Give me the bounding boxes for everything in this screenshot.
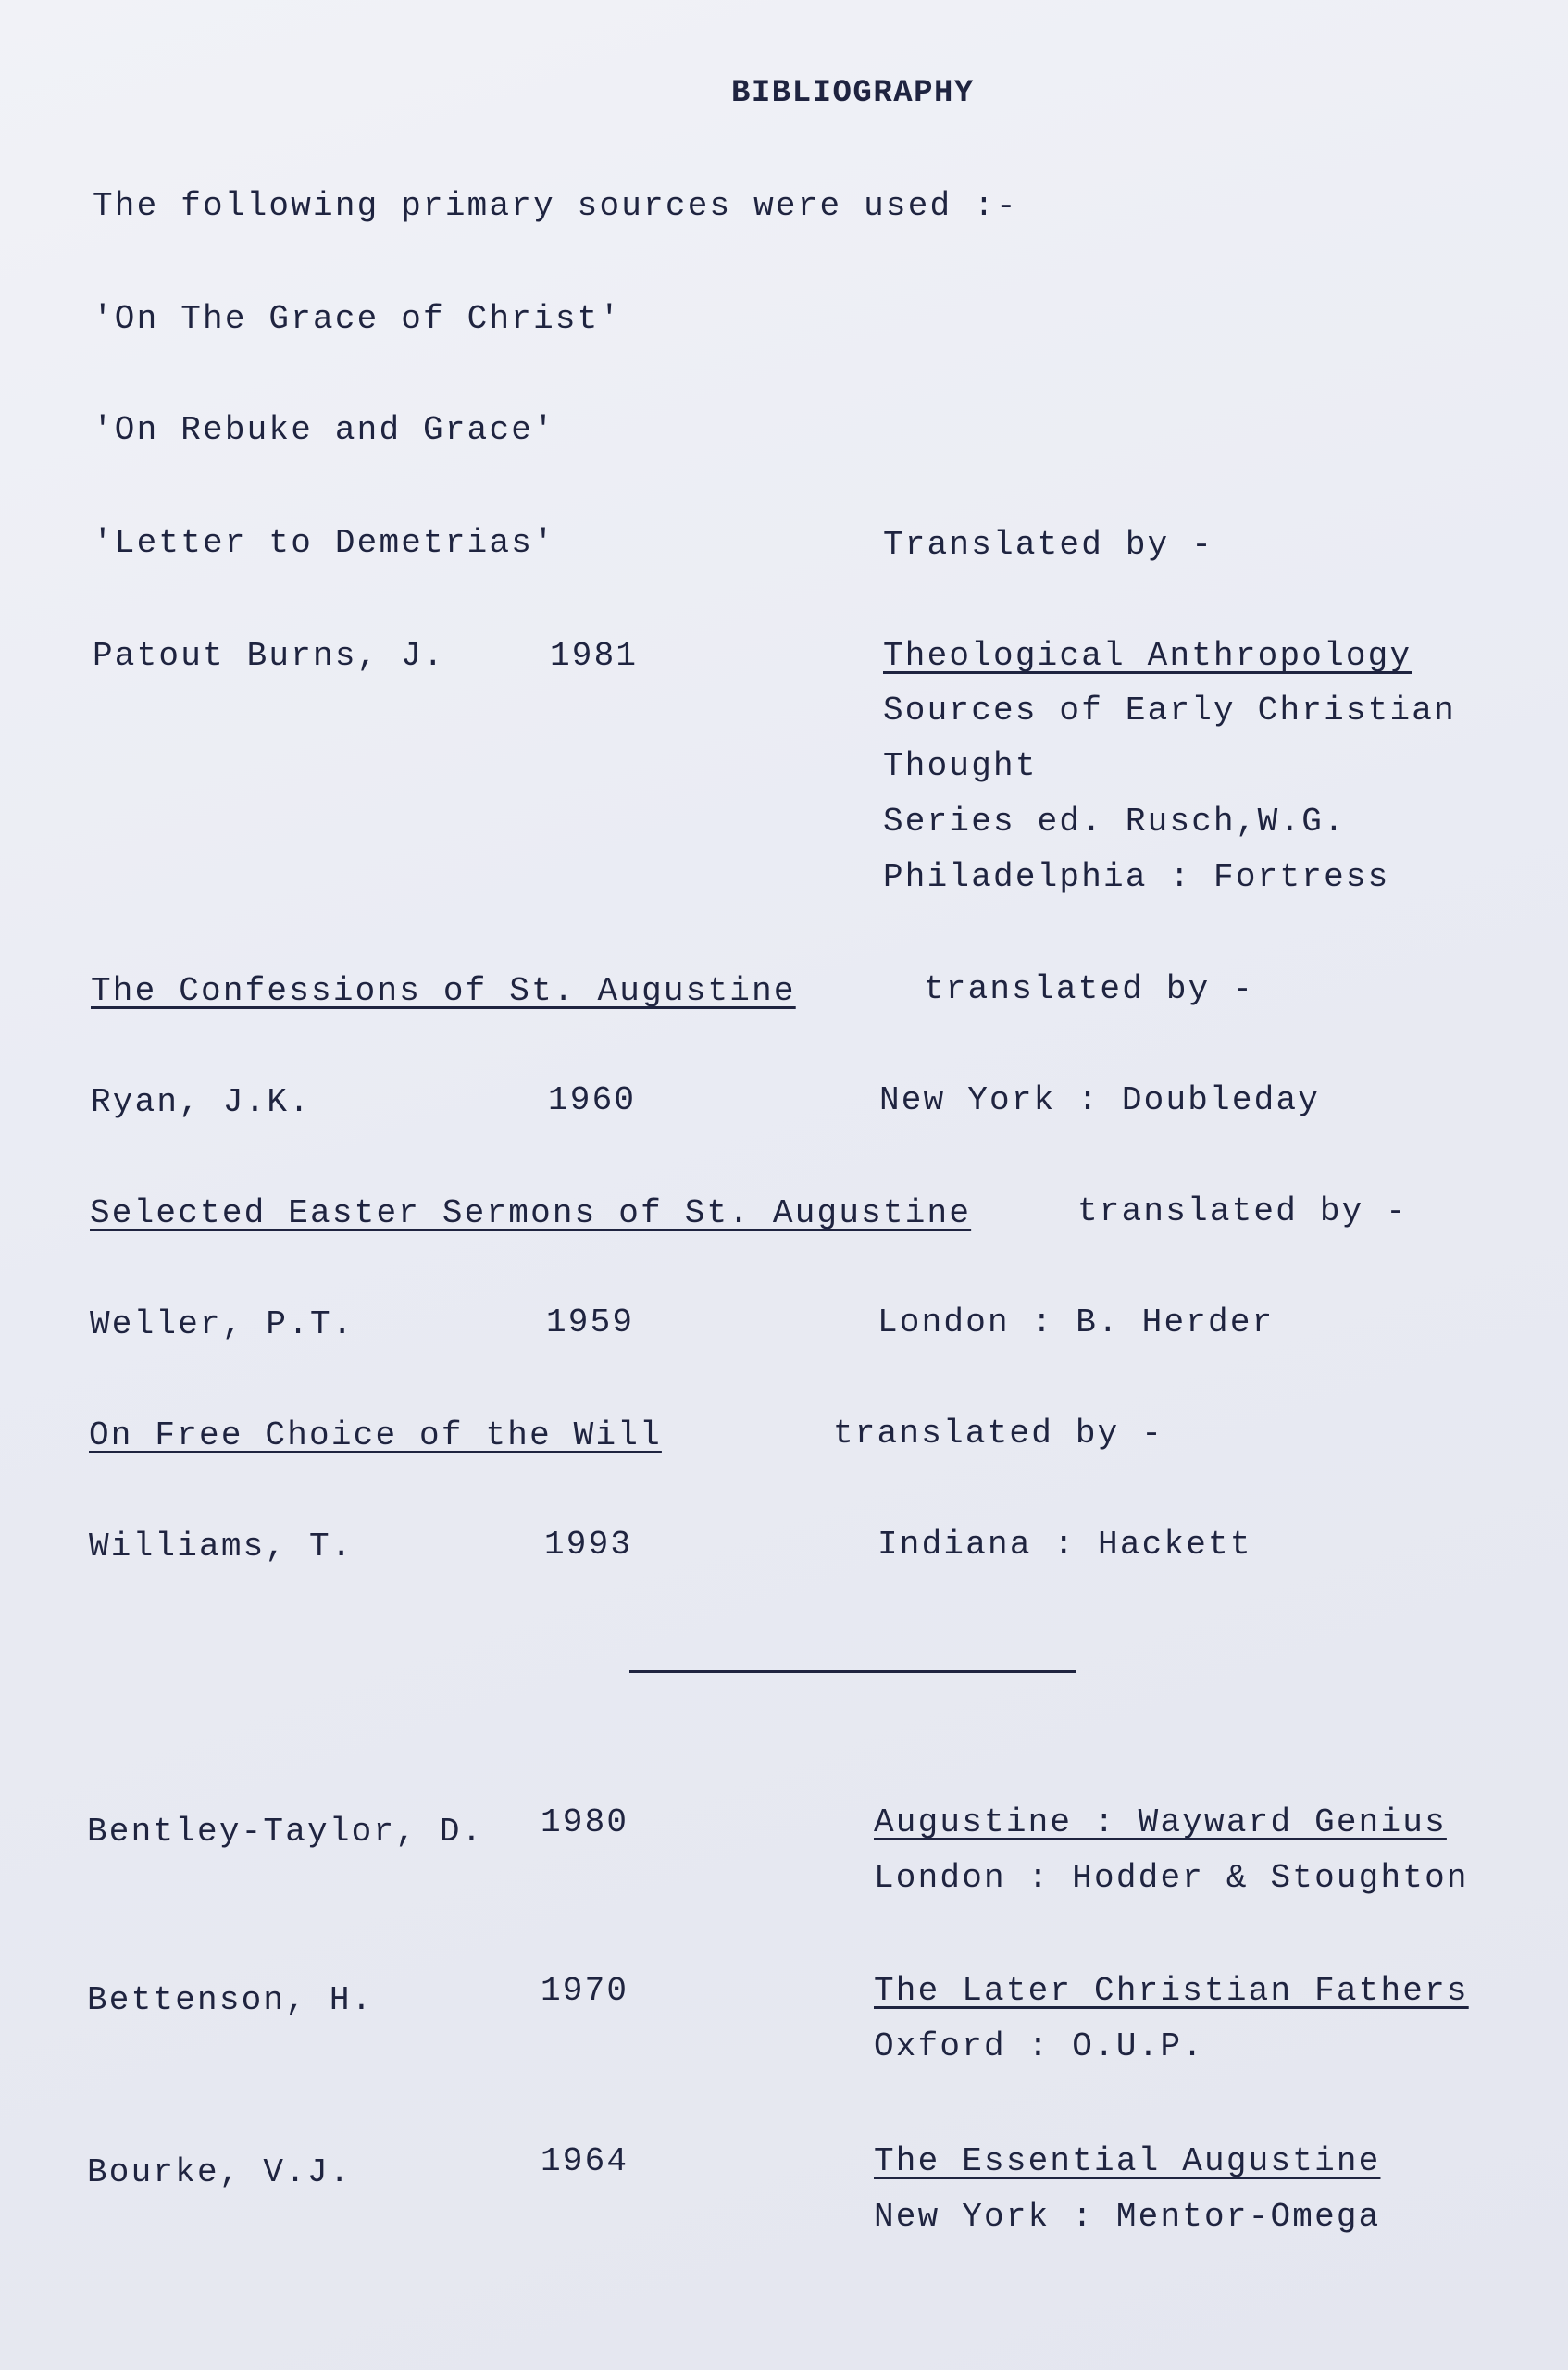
burns-title: Theological Anthropology — [883, 637, 1412, 675]
easter-translated-by: translated by - — [1077, 1192, 1409, 1230]
burns-year: 1981 — [550, 637, 639, 675]
section-divider — [629, 1670, 1076, 1673]
easter-title: Selected Easter Sermons of St. Augustine — [90, 1194, 972, 1232]
primary-source-2: 'On Rebuke and Grace' — [93, 411, 555, 449]
secondary-publisher-1: London : Hodder & Stoughton — [874, 1859, 1469, 1897]
page-title: BIBLIOGRAPHY — [731, 76, 975, 111]
free-choice-translated-by: translated by - — [833, 1415, 1164, 1453]
confessions-translated-by: translated by - — [924, 970, 1255, 1008]
confessions-title: The Confessions of St. Augustine — [91, 972, 796, 1010]
free-choice-publisher: Indiana : Hackett — [877, 1526, 1252, 1564]
secondary-author-1: Bentley-Taylor, D. — [87, 1813, 484, 1851]
free-choice-author: Williams, T. — [89, 1528, 354, 1565]
burns-author: Patout Burns, J. — [93, 637, 445, 675]
secondary-title-2: The Later Christian Fathers — [874, 1972, 1469, 2010]
secondary-author-2: Bettenson, H. — [87, 1981, 374, 2019]
primary-source-1: 'On The Grace of Christ' — [93, 300, 622, 338]
burns-line3: Thought — [883, 747, 1038, 785]
burns-line2: Sources of Early Christian — [883, 692, 1456, 730]
burns-line4: Series ed. Rusch,W.G. — [883, 803, 1346, 841]
confessions-year: 1960 — [548, 1081, 637, 1119]
free-choice-title: On Free Choice of the Will — [89, 1416, 662, 1454]
secondary-year-2: 1970 — [541, 1972, 629, 2010]
primary-source-3: 'Letter to Demetrias' — [93, 524, 555, 562]
secondary-year-3: 1964 — [541, 2142, 629, 2180]
easter-publisher: London : B. Herder — [877, 1304, 1275, 1341]
confessions-publisher: New York : Doubleday — [879, 1081, 1321, 1119]
translated-by-label: Translated by - — [883, 526, 1214, 564]
secondary-publisher-3: New York : Mentor-Omega — [874, 2198, 1381, 2236]
confessions-author: Ryan, J.K. — [91, 1083, 312, 1121]
secondary-title-3: The Essential Augustine — [874, 2142, 1381, 2180]
secondary-publisher-2: Oxford : O.U.P. — [874, 2027, 1205, 2065]
secondary-year-1: 1980 — [541, 1803, 629, 1841]
easter-year: 1959 — [546, 1304, 635, 1341]
secondary-author-3: Bourke, V.J. — [87, 2153, 352, 2191]
burns-line5: Philadelphia : Fortress — [883, 858, 1390, 896]
secondary-title-1: Augustine : Wayward Genius — [874, 1803, 1447, 1841]
easter-author: Weller, P.T. — [90, 1305, 355, 1343]
free-choice-year: 1993 — [544, 1526, 633, 1564]
intro-text: The following primary sources were used :- — [93, 187, 1018, 225]
